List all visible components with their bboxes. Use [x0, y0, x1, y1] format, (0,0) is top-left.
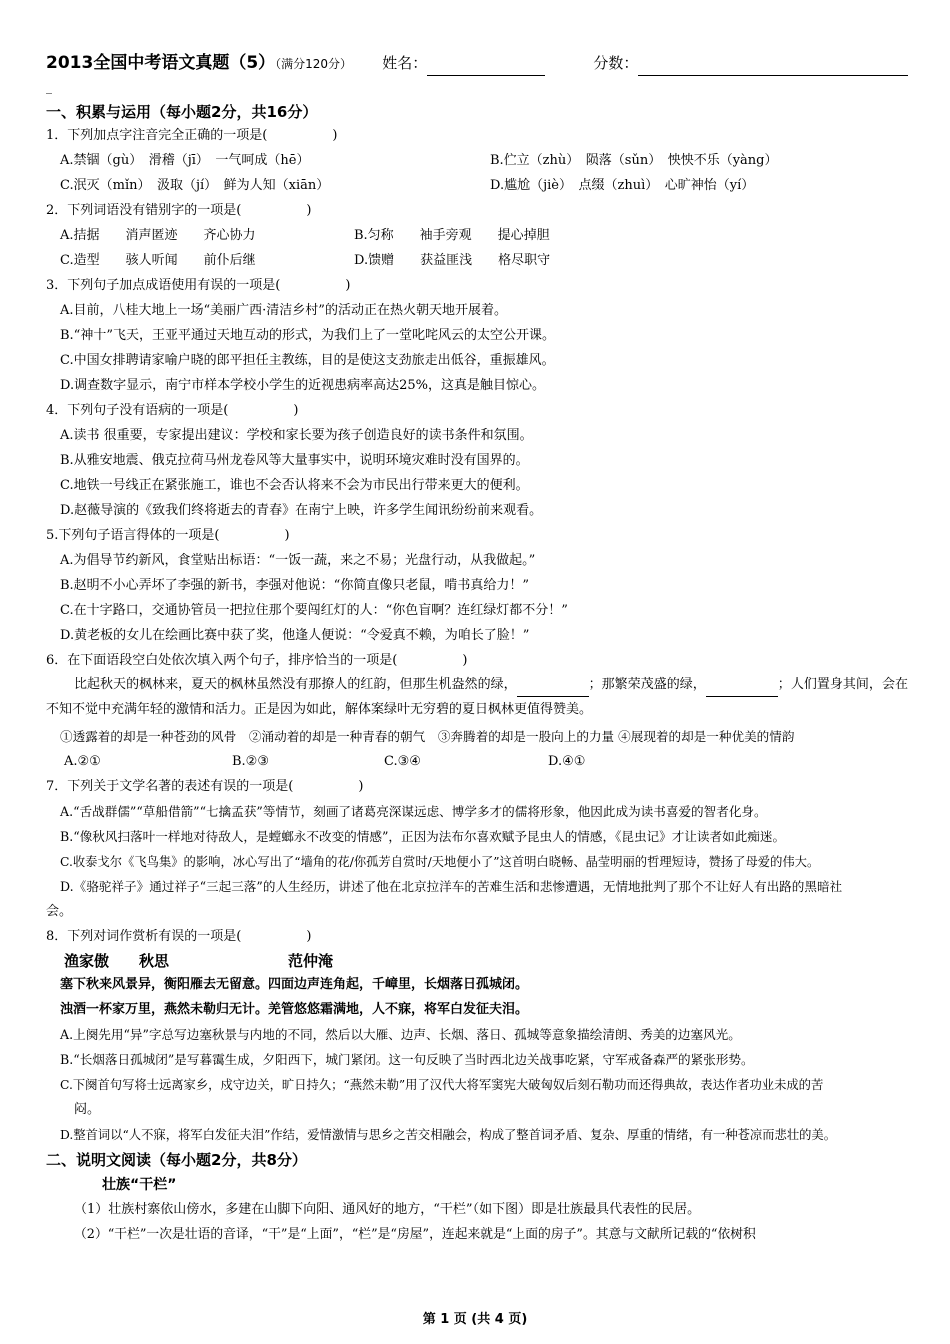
q5-option-b: B.赵明不小心弄坏了李强的新书，李强对他说：“你简直像只老鼠，啃书真给力！”: [60, 578, 529, 593]
q7-option-b: B.“像秋风扫落叶一样地对待敌人，是螳螂永不改变的情感”，正因为法布尔喜欢赋予昆虫人的情感，《昆虫记》才让读者如此痴迷。: [60, 829, 786, 844]
q8-option-c-line1: C.下阕首句写将士远离家乡，戍守边关，旷日持久；“燕然未勒”用了汉代大将军窦宪大破匈奴后刻石勒功而还得典故，表达作者功业未成的苦: [60, 1078, 824, 1092]
q6-stem: 6．在下面语段空白处依次填入两个句子，排序恰当的一项是( ): [46, 653, 468, 668]
q3-option-b: B.“神十”飞天，王亚平通过天地互动的形式，为我们上了一堂叱咤风云的太空公开课。: [60, 328, 555, 343]
poem-title: 渔家傲 秋思: [64, 952, 170, 970]
q6-option-d: D.④①: [548, 754, 586, 769]
poem-line-2: 浊酒一杯家万里，燕然未勒归无计。羌管悠悠霜满地，人不寐，将军白发征夫泪。: [60, 1002, 529, 1017]
q2-option-b: B.匀称 袖手旁观 提心掉胆: [354, 228, 550, 243]
article-paragraph-2: （2）“干栏”一次是壮语的音译，“干”是“上面”，“栏”是“房屋”，连起来就是“上面的房子”。其意与文献所记载的“依树积: [74, 1227, 756, 1242]
q1-option-d: D.尴尬（jiè） 点缀（zhuì） 心旷神怡（yí）: [490, 178, 755, 193]
poem-line-1: 塞下秋来风景异，衡阳雁去无留意。四面边声连角起，千嶂里，长烟落日孤城闭。: [60, 977, 529, 992]
q2-stem: 2．下列词语没有错别字的一项是( ): [46, 203, 312, 218]
q6-option-b: B.②③: [232, 754, 269, 769]
q6-blank-2[interactable]: [706, 682, 778, 697]
q5-option-d: D.黄老板的女儿在绘画比赛中获了奖，他逢人便说：“令爱真不赖，为咱长了脸！”: [60, 628, 530, 643]
q4-option-c: C.地铁一号线正在紧张施工，谁也不会否认将来不会为市民出行带来更大的便利。: [60, 478, 529, 493]
score-field[interactable]: [638, 59, 908, 76]
q1-option-c: C.泯灭（mǐn） 汲取（jí） 鲜为人知（xiān）: [60, 178, 330, 193]
score-label: 分数：: [593, 54, 639, 72]
q8-option-b: B.“长烟落日孤城闭”是写暮霭生成，夕阳西下，城门紧闭。这一句反映了当时西北边关战事吃紧，守军戒备森严的紧张形势。: [60, 1052, 754, 1067]
q4-option-b: B.从雅安地震、俄克拉荷马州龙卷风等大量事实中，说明环境灾难时没有国界的。: [60, 453, 529, 468]
section1-heading: 一、积累与运用（每小题2分，共16分）: [46, 103, 318, 121]
dash-mark: _: [46, 80, 52, 94]
q4-option-a: A.读书 很重要，专家提出建议：学校和家长要为孩子创造良好的读书条件和氛围。: [60, 428, 533, 443]
q1-option-b: B.伫立（zhù） 陨落（sǔn） 怏怏不乐（yàng）: [490, 153, 778, 168]
q8-option-d: D.整首词以“人不寐，将军白发征夫泪”作结，爱情激情与思乡之苦交相融会，构成了整首词矛盾、复杂、厚重的情绪，有一种苍凉而悲壮的美。: [60, 1128, 837, 1142]
q1-option-a: A.禁锢（gù） 滑稽（jī） 一气呵成（hē）: [60, 153, 310, 168]
q3-option-a: A.目前，八桂大地上一场“美丽广西·清洁乡村”的活动正在热火朝天地开展着。: [60, 303, 507, 318]
q7-option-d-line1: D.《骆驼祥子》通过祥子“三起三落”的人生经历，讲述了他在北京拉洋车的苦难生活和悲惨遭遇，无情地批判了那个不让好人有出路的黑暗社: [60, 879, 843, 894]
q6-blank-1[interactable]: [517, 682, 589, 697]
exam-header: [46, 52, 908, 76]
q4-option-d: D.赵薇导演的《致我们终将逝去的青春》在南宁上映，许多学生闻讯纷纷前来观看。: [60, 503, 543, 518]
q4-stem: 4．下列句子没有语病的一项是( ): [46, 403, 299, 418]
page-footer: 第 1 页 (共 4 页): [422, 1312, 528, 1327]
q5-option-a: A.为倡导节约新风，食堂贴出标语：“一饭一蔬，来之不易；光盘行动，从我做起。”: [60, 553, 536, 568]
q7-stem: 7．下列关于文学名著的表述有误的一项是( ): [46, 779, 364, 794]
q8-stem: 8．下列对词作赏析有误的一项是( ): [46, 929, 312, 944]
q3-option-d: D.调查数字显示，南宁市样本学校小学生的近视患病率高达25%，这真是触目惊心。: [60, 378, 545, 393]
q8-option-a: A.上阕先用“异”字总写边塞秋景与内地的不同，然后以大雁、边声、长烟、落日、孤城等意象描绘清朗、秀美的边塞风光。: [60, 1027, 741, 1042]
q6-paragraph: 比起秋天的枫林来，夏天的枫林虽然没有那撩人的红韵，但那生机盎然的绿， ；那繁荣茂盛的绿， ；人们置身其间，会在不知不觉中充满年轻的激情和活力。正是因为如此，解体案绿叶无穷碧的夏日枫林更值得赞美。: [46, 677, 908, 717]
q7-option-a: A.“舌战群儒”“草船借箭”“七擒孟获”等情节，刻画了诸葛亮深谋远虑、博学多才的儒将形象，他因此成为读书喜爱的智者化身。: [60, 804, 767, 819]
name-label: 姓名：: [382, 54, 428, 72]
name-field[interactable]: [427, 59, 545, 76]
article-paragraph-1: （1）壮族村寨依山傍水，多建在山脚下向阳、通风好的地方，“干栏”（如下图）即是壮族最具代表性的民居。: [74, 1202, 701, 1217]
q5-option-c: C.在十字路口，交通协管员一把拉住那个要闯红灯的人：“你色盲啊？连红绿灯都不分！”: [60, 603, 568, 618]
q8-option-c-line2: 闷。: [74, 1102, 101, 1117]
q1-stem: 1．下列加点字注音完全正确的一项是( ): [46, 128, 338, 143]
article-title: 壮族“干栏”: [102, 1177, 177, 1193]
q2-option-a: A.拮据 消声匿迹 齐心协力: [60, 228, 256, 243]
q2-option-d: D.馈赠 获益匪浅 格尽职守: [354, 253, 551, 268]
q6-option-a: A.②①: [64, 754, 101, 769]
q5-stem: 5.下列句子语言得体的一项是( ): [46, 528, 290, 543]
q7-option-c: C.收泰戈尔《飞鸟集》的影响，冰心写出了“墙角的花/你孤芳自赏时/天地便小了”这首明白晓畅、晶莹明丽的哲理短诗，赞扬了母爱的伟大。: [60, 855, 820, 869]
q3-stem: 3．下列句子加点成语使用有误的一项是( ): [46, 278, 351, 293]
section2-heading: 二、说明文阅读（每小题2分，共8分）: [46, 1151, 307, 1169]
q7-option-d-line2: 会。: [46, 904, 73, 919]
q6-items: ①透露着的却是一种苍劲的风骨 ②涌动着的却是一种青春的朝气 ③奔腾着的却是一股向上的力量 ④展现着的却是一种优美的情韵: [60, 729, 795, 744]
q2-option-c: C.造型 骇人听闻 前仆后继: [60, 253, 256, 268]
exam-title: 2013全国中考语文真题（5）（满分120分）: [46, 53, 353, 73]
poem-author: 范仲淹: [288, 952, 334, 970]
q3-option-c: C.中国女排聘请家喻户晓的郎平担任主教练，目的是使这支劲旅走出低谷，重振雄风。: [60, 353, 555, 368]
q6-option-c: C.③④: [384, 754, 421, 769]
